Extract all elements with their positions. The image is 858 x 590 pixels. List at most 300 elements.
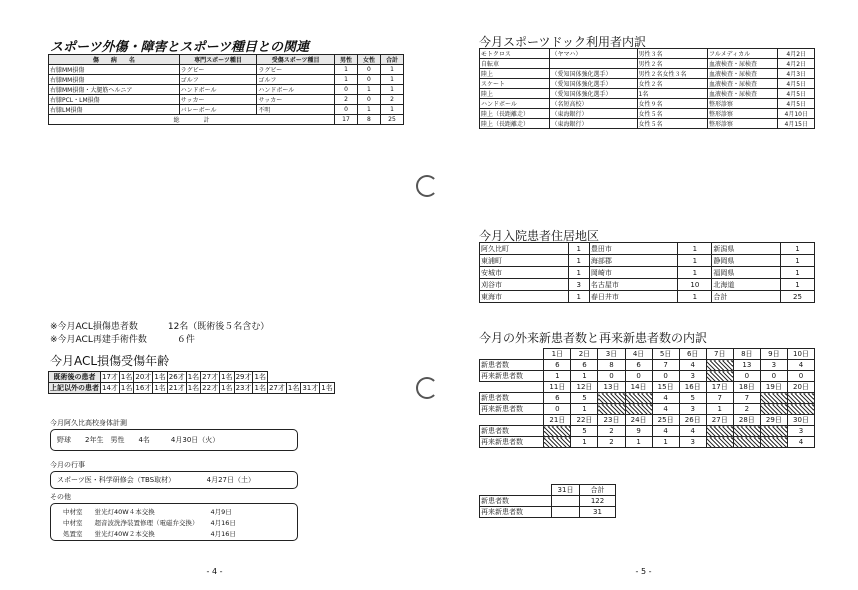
inpatient-cell: 東浦町 [480, 255, 569, 267]
acl-stat-line [50, 319, 269, 332]
day-header: 18日 [733, 382, 760, 393]
count-cell [760, 437, 787, 448]
count-cell: 6 [625, 360, 652, 371]
count-cell [733, 437, 760, 448]
table-cell: 2 [335, 95, 358, 105]
ages-cell: 29才 [235, 373, 252, 381]
ages-cell: 21才 [168, 384, 185, 392]
ages-cell: 27才 [268, 384, 285, 392]
dock-cell: （ヤマハ） [550, 49, 637, 59]
count-cell: 7 [706, 393, 733, 404]
inpatient-table [479, 242, 815, 303]
row-label: 再来新患者数 [480, 437, 544, 448]
dock-cell: 血液検査・尿検査 [707, 69, 777, 79]
count-cell: 13 [733, 360, 760, 371]
day-header: 22日 [571, 415, 598, 426]
ages-cell: 14才 [102, 384, 118, 392]
dock-cell: スケート [480, 79, 550, 89]
count-cell: 0 [544, 404, 571, 415]
day-header: 29日 [760, 415, 787, 426]
count-cell: 0 [787, 371, 814, 382]
total-header-row [480, 485, 616, 496]
table-cell: 0 [357, 65, 380, 75]
dock-cell: 陸上（長距離走） [480, 109, 550, 119]
count-cell [706, 437, 733, 448]
day-header: 20日 [787, 382, 814, 393]
dock-cell: （愛知国体強化選手） [550, 79, 637, 89]
acl-stats [50, 319, 269, 345]
count-cell: 3 [679, 437, 706, 448]
ages-row-label: 上記以外の患者 [50, 384, 99, 392]
inpatient-cell: 1 [568, 255, 589, 267]
count-cell [760, 393, 787, 404]
dock-cell: 血液検査・尿検査 [707, 79, 777, 89]
table-cell: バレーボール [179, 105, 257, 115]
other-title: その他 [50, 493, 71, 501]
count-cell: 5 [571, 393, 598, 404]
count-cell: 4 [652, 404, 679, 415]
count-cell: 6 [544, 393, 571, 404]
row-label: 再来新患者数 [480, 371, 544, 382]
inpatient-cell: 安城市 [480, 267, 569, 279]
ages-cell: 1名 [154, 384, 166, 392]
dock-cell: 自転車 [480, 59, 550, 69]
other-cell: 中材室 [63, 508, 83, 516]
dock-cell: 4月2日 [778, 59, 815, 69]
dock-cell: 陸上（長距離走） [480, 119, 550, 129]
table-cell: 1 [380, 65, 403, 75]
count-cell: 4 [652, 393, 679, 404]
table-cell: 右膝MM損傷 [49, 65, 180, 75]
inpatient-cell: 豊田市 [589, 243, 678, 255]
day-header: 27日 [706, 415, 733, 426]
day-header: 12日 [571, 382, 598, 393]
count-cell: 0 [652, 371, 679, 382]
acl-stat-value: ６件 [176, 335, 195, 345]
dock-cell: 陸上 [480, 69, 550, 79]
acl-stat-label: ※今月ACL再建手術件数 [50, 335, 147, 345]
inpatient-cell: 10 [678, 279, 712, 291]
count-cell: 4 [787, 360, 814, 371]
count-cell: 4 [787, 437, 814, 448]
count-cell: 0 [760, 371, 787, 382]
table-row [49, 105, 404, 115]
total-row [480, 496, 616, 507]
inpatient-cell: 福岡県 [712, 267, 781, 279]
table-cell: ゴルフ [179, 75, 257, 85]
table-cell: ゴルフ [257, 75, 335, 85]
ages-cell: 1名 [254, 384, 266, 392]
table-cell: 1 [357, 105, 380, 115]
table-cell: 1 [335, 65, 358, 75]
table-cell: 不明 [257, 105, 335, 115]
day-header: 3日 [598, 349, 625, 360]
dock-row [480, 119, 815, 129]
table-cell: ラグビー [257, 65, 335, 75]
count-cell: 3 [679, 404, 706, 415]
dock-row [480, 49, 815, 59]
other-row [57, 528, 242, 539]
dock-cell: 男性２名女性３名 [637, 69, 707, 79]
day-header: 5日 [652, 349, 679, 360]
dock-cell: 4月2日 [778, 49, 815, 59]
day-header: 30日 [787, 415, 814, 426]
dock-cell: 女性５名 [637, 119, 707, 129]
ages-cell: 1名 [187, 373, 200, 381]
acl-stat-line [50, 332, 269, 345]
ages-cell: 1名 [120, 373, 133, 381]
count-cell: 3 [760, 360, 787, 371]
inpatient-row [480, 255, 815, 267]
count-cell: 3 [787, 426, 814, 437]
count-cell: 4 [679, 360, 706, 371]
count-cell: 6 [571, 360, 598, 371]
dock-cell: 4月3日 [778, 69, 815, 79]
dock-row [480, 99, 815, 109]
count-cell: 3 [679, 371, 706, 382]
table-cell: 0 [357, 95, 380, 105]
day-header: 16日 [679, 382, 706, 393]
ages-cell: 1名 [187, 384, 200, 392]
table-cell: 右膝MM損傷 [49, 75, 180, 85]
day-header: 13日 [598, 382, 625, 393]
row-label: 新患者数 [480, 360, 544, 371]
day-header: 10日 [787, 349, 814, 360]
ages-row-label: 既術後の患者 [49, 372, 101, 383]
count-row [480, 437, 815, 448]
inpatient-cell: 阿久比町 [480, 243, 569, 255]
count-cell: 6 [544, 360, 571, 371]
inpatient-cell: 1 [678, 291, 712, 303]
acl-stat-value: 12名（既術後５名含む） [167, 322, 270, 332]
count-cell [760, 426, 787, 437]
day-header: 14日 [625, 382, 652, 393]
total-row [480, 507, 616, 518]
count-cell [760, 404, 787, 415]
dock-cell: 4月10日 [778, 109, 815, 119]
count-cell: 1 [544, 371, 571, 382]
dock-cell: ハンドボール [480, 99, 550, 109]
ages-cell: 22才 [202, 384, 219, 392]
other-cell: 処置室 [63, 530, 83, 538]
inpatient-cell: 3 [568, 279, 589, 291]
dock-cell: 血液検査・尿検査 [707, 89, 777, 99]
outpatient-title: 今月の外来新患者数と再来新患者数の内訳 [479, 331, 708, 345]
day-header: 2日 [571, 349, 598, 360]
day-header: 19日 [760, 382, 787, 393]
ages-cell: 17才 [102, 373, 118, 381]
table-cell: 2 [380, 95, 403, 105]
table-cell: サッカー [179, 95, 257, 105]
dock-row [480, 69, 815, 79]
other-cell: 4月16日 [210, 519, 236, 527]
dock-cell: フルメディカル [707, 49, 777, 59]
count-cell [544, 437, 571, 448]
day-header: 26日 [679, 415, 706, 426]
spacer [480, 415, 544, 426]
day-header: 17日 [706, 382, 733, 393]
other-cell: 蛍光灯40W４本交換 [94, 508, 155, 516]
day-header-row [480, 349, 815, 360]
events-box: スポーツ医・科学研修会（TBS取材） 4月27日（土） [50, 471, 298, 489]
total-row [49, 115, 404, 125]
other-box [50, 503, 298, 541]
table-cell: ハンドボール [257, 85, 335, 95]
row-label: 新患者数 [480, 393, 544, 404]
table-row [49, 75, 404, 85]
ages-cell: 23才 [235, 384, 252, 392]
other-cell: 4月16日 [210, 530, 236, 538]
injury-table [48, 54, 404, 125]
total-header: 合計 [580, 485, 616, 496]
day-header: 7日 [706, 349, 733, 360]
count-cell: 7 [733, 393, 760, 404]
row-label: 新患者数 [480, 426, 544, 437]
dock-cell: 陸上 [480, 89, 550, 99]
count-cell [552, 496, 580, 507]
ages-cell: 1名 [221, 384, 233, 392]
inpatient-cell: 北海道 [712, 279, 781, 291]
row-label: 再来新患者数 [480, 507, 552, 518]
ages-row [49, 383, 335, 394]
count-row [480, 393, 815, 404]
dock-cell: 女性２名 [637, 79, 707, 89]
total-cell: 25 [380, 115, 403, 125]
inpatient-cell: 海部郡 [589, 255, 678, 267]
spacer [480, 382, 544, 393]
dock-cell: 4月5日 [778, 99, 815, 109]
table-row [49, 65, 404, 75]
day-header: 21日 [544, 415, 571, 426]
count-cell: 1 [706, 404, 733, 415]
inpatient-row [480, 279, 815, 291]
spacer [480, 485, 552, 496]
count-row [480, 360, 815, 371]
day-header: 25日 [652, 415, 679, 426]
spacer [480, 349, 544, 360]
inpatient-cell: 合計 [712, 291, 781, 303]
count-cell: 5 [571, 426, 598, 437]
count-cell: 2 [598, 437, 625, 448]
count-cell [625, 393, 652, 404]
count-cell: 5 [679, 393, 706, 404]
ages-cell: 31才 [302, 384, 319, 392]
inpatient-cell: 1 [780, 255, 814, 267]
events-title: 今月の行事 [50, 461, 85, 469]
count-cell: 2 [733, 404, 760, 415]
ages-cell: 1名 [321, 384, 333, 392]
count-cell: 1 [652, 437, 679, 448]
inpatient-cell: 1 [568, 243, 589, 255]
count-row [480, 371, 815, 382]
count-cell: 1 [571, 371, 598, 382]
count-cell [598, 404, 625, 415]
day-header: 9日 [760, 349, 787, 360]
other-row [57, 506, 242, 517]
total-cell: 8 [357, 115, 380, 125]
table-cell: 右膝PCL・LM損傷 [49, 95, 180, 105]
column-header: 男性 [335, 55, 358, 65]
ages-cell: 1名 [120, 384, 133, 392]
outpatient-total-table [479, 484, 616, 518]
dock-cell: 4月15日 [778, 119, 815, 129]
total-label: 総 計 [49, 115, 335, 125]
other-row [57, 517, 242, 528]
inpatient-cell: 1 [568, 267, 589, 279]
dock-row [480, 59, 815, 69]
inpatient-cell: 1 [568, 291, 589, 303]
dock-row [480, 89, 815, 99]
count-cell [544, 426, 571, 437]
total-cell: 31 [580, 507, 616, 518]
count-cell: 0 [733, 371, 760, 382]
other-table [57, 506, 242, 539]
inpatient-title: 今月入院患者住居地区 [479, 229, 600, 243]
dock-cell: 整形診察 [707, 99, 777, 109]
table-cell: 1 [335, 75, 358, 85]
dock-cell: 整形診察 [707, 119, 777, 129]
inpatient-cell: 25 [780, 291, 814, 303]
table-cell: ハンドボール [179, 85, 257, 95]
other-cell: 中材室 [63, 519, 83, 527]
dock-cell: 女性９名 [637, 99, 707, 109]
other-cell: 超音波洗浄装置修理（電磁弁交換） [94, 519, 199, 527]
inpatient-row [480, 291, 815, 303]
day-header: 15日 [652, 382, 679, 393]
outpatient-table [479, 348, 815, 448]
count-cell: 8 [598, 360, 625, 371]
dock-row [480, 79, 815, 89]
checkup-title: 今月阿久比高校身体計測 [50, 419, 127, 427]
table-cell: 右膝LM損傷 [49, 105, 180, 115]
count-cell: 4 [679, 426, 706, 437]
dock-cell: （愛知国体強化選手） [550, 69, 637, 79]
row-label: 再来新患者数 [480, 404, 544, 415]
day-header: 31日 [552, 485, 580, 496]
other-cell: 4月9日 [210, 508, 232, 516]
count-row [480, 404, 815, 415]
day-header: 1日 [544, 349, 571, 360]
dock-cell: 女性５名 [637, 109, 707, 119]
count-row [480, 426, 815, 437]
column-header: 合計 [380, 55, 403, 65]
count-cell [706, 426, 733, 437]
inpatient-cell: 岡崎市 [589, 267, 678, 279]
dock-cell: 血液検査・尿検査 [707, 59, 777, 69]
table-cell: 1 [380, 75, 403, 85]
table-cell: ラグビー [179, 65, 257, 75]
other-cell: 蛍光灯40W２本交換 [94, 530, 155, 538]
table-cell: サッカー [257, 95, 335, 105]
table-cell: 1 [357, 85, 380, 95]
inpatient-cell: 静岡県 [712, 255, 781, 267]
column-header: 傷 病 名 [49, 55, 180, 65]
count-cell [733, 426, 760, 437]
day-header: 6日 [679, 349, 706, 360]
ages-cell: 1名 [154, 373, 166, 381]
dock-cell: 男性３名 [637, 49, 707, 59]
table-cell: 右膝MM損傷・大腿筋ヘルニア [49, 85, 180, 95]
inpatient-cell: 1 [678, 255, 712, 267]
table-row [49, 95, 404, 105]
day-header-row [480, 382, 815, 393]
count-cell [706, 360, 733, 371]
inpatient-cell: 東海市 [480, 291, 569, 303]
count-cell: 7 [652, 360, 679, 371]
dock-cell: （東海銀行） [550, 119, 637, 129]
table-cell: 0 [335, 105, 358, 115]
dock-cell [550, 59, 637, 69]
page-number: - 5 - [635, 567, 652, 576]
column-header: 専門スポーツ種目 [179, 55, 257, 65]
ages-cell: 1名 [221, 373, 233, 381]
page-number: - 4 - [206, 567, 223, 576]
column-header: 女性 [357, 55, 380, 65]
day-header: 8日 [733, 349, 760, 360]
inpatient-cell: 1 [678, 243, 712, 255]
total-cell: 122 [580, 496, 616, 507]
dock-cell: （東海銀行） [550, 109, 637, 119]
day-header: 28日 [733, 415, 760, 426]
inpatient-row [480, 243, 815, 255]
count-cell: 0 [598, 371, 625, 382]
day-header: 23日 [598, 415, 625, 426]
ages-cell: 26才 [168, 373, 185, 381]
count-cell [787, 404, 814, 415]
table-cell: 1 [380, 85, 403, 95]
ages-table [48, 371, 335, 394]
ages-cell: 1名 [287, 384, 300, 392]
table-cell: 0 [357, 75, 380, 85]
dock-cell: モトクロス [480, 49, 550, 59]
acl-stat-label: ※今月ACL損傷患者数 [50, 322, 138, 332]
count-cell: 2 [598, 426, 625, 437]
dock-cell: （愛知国体強化選手） [550, 89, 637, 99]
right-page [429, 0, 858, 590]
table-cell: 0 [335, 85, 358, 95]
count-cell: 1 [625, 437, 652, 448]
ages-cell: 16才 [135, 384, 152, 392]
inpatient-cell: 新潟県 [712, 243, 781, 255]
dock-row [480, 109, 815, 119]
inpatient-row [480, 267, 815, 279]
row-label: 新患者数 [480, 496, 552, 507]
dock-cell: （名短高校） [550, 99, 637, 109]
day-header: 11日 [544, 382, 571, 393]
total-cell: 17 [335, 115, 358, 125]
inpatient-cell: 1 [678, 267, 712, 279]
inpatient-cell: 刈谷市 [480, 279, 569, 291]
ages-cell: 1名 [254, 373, 266, 381]
ages-title: 今月ACL損傷受傷年齢 [50, 354, 170, 368]
count-cell [625, 404, 652, 415]
count-cell: 1 [571, 437, 598, 448]
count-cell [598, 393, 625, 404]
inpatient-cell: 1 [780, 279, 814, 291]
dock-title: 今月スポーツドック利用者内訳 [479, 35, 647, 49]
count-cell [787, 393, 814, 404]
inpatient-cell: 1 [780, 267, 814, 279]
column-header: 受傷スポーツ種目 [257, 55, 335, 65]
ages-cell: 27才 [202, 373, 219, 381]
count-cell: 1 [571, 404, 598, 415]
day-header-row [480, 415, 815, 426]
inpatient-cell: 名古屋市 [589, 279, 678, 291]
table-cell: 1 [380, 105, 403, 115]
dock-cell: 整形診察 [707, 109, 777, 119]
count-cell: 4 [652, 426, 679, 437]
checkup-box: 野球 2年生 男性 4名 4月30日（火） [50, 429, 298, 451]
